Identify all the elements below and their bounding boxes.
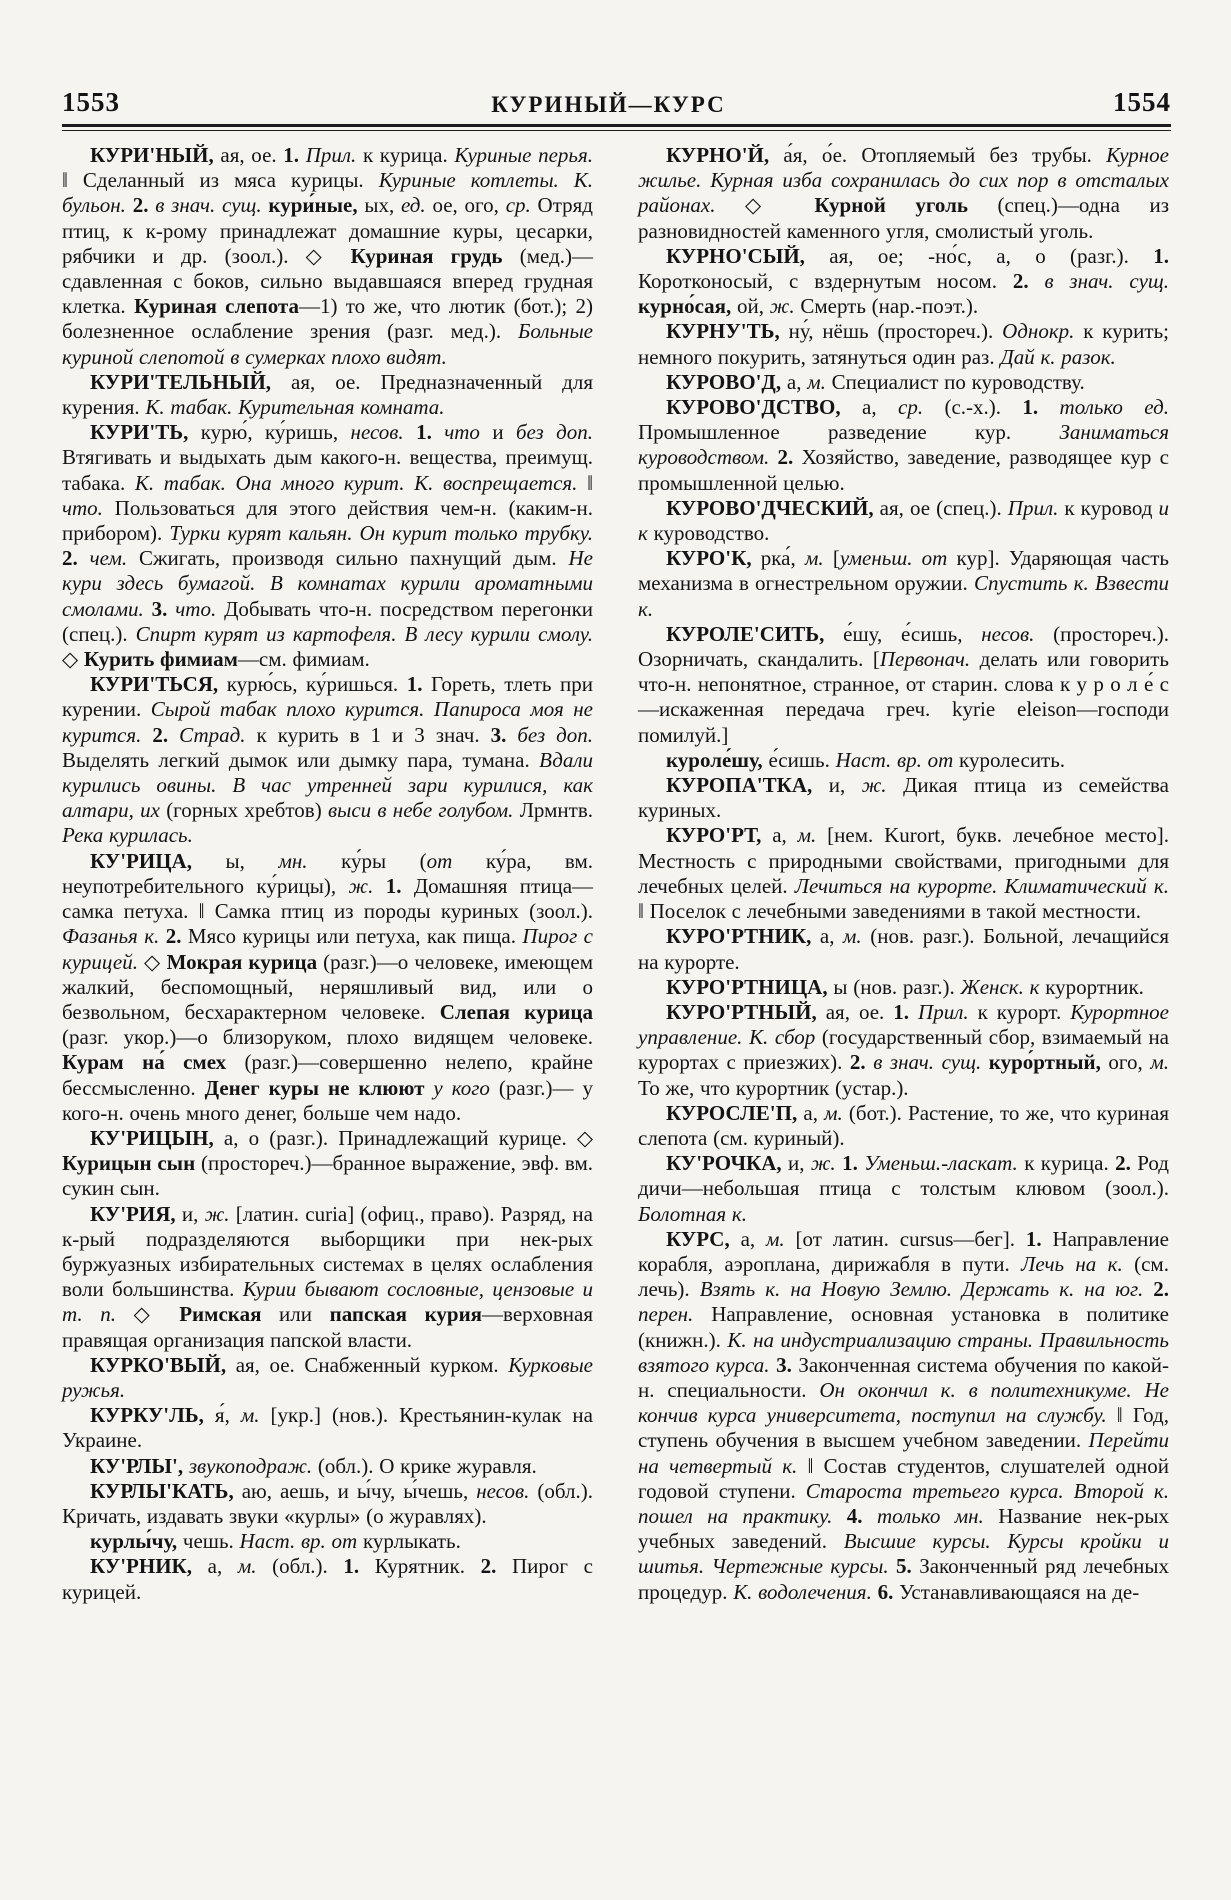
page-number-right: 1554	[1113, 87, 1171, 117]
dictionary-entry: КУРС, а, м. [от латин. cursus—бег]. 1. Направление корабля, аэроплана, дирижабля в пути. Лечь на к. (см. лечь). Взять к. на Новую Землю. Держать к. на юг. 2. перен. Направление, основная установка в политике (книжн.). К. на индустриализацию страны. Правильность взятого курса. 3. Законченная система обучения по какой-н. специальности. Он окончил к. в политехникуме. Не кончив курса университета, поступил на службу. ‖ Год, ступень обучения в высшем учебном заведении. Перейти на четвертый к. ‖ Состав студентов, слушателей одной годовой ступени. Староста третьего курса. Второй к. пошел на практику. 4. только мн. Название нек-рых учебных заведений. Высшие курсы. Курсы кройки и шитья. Чертежные курсы. 5. Законченный ряд лечебных процедур. К. водолечения. 6. Устанавливающаяся на де-	[638, 1226, 1170, 1604]
dictionary-entry: КУ'РОЧКА, и, ж. 1. Уменьш.-ласкат. к курица. 2. Род дичи—небольшая птица с толстым клювом (зоол.). Болотная к.	[638, 1151, 1169, 1226]
text-columns	[62, 143, 1171, 1605]
dictionary-entry: КУРОВО'ДЧЕСКИЙ, ая, ое (спец.). Прил. к куровод и к куроводство.	[638, 495, 1169, 546]
running-head: КУРИНЫЙ—КУРС	[491, 92, 726, 117]
dictionary-entry: КУ'РНИК, а, м. (обл.). 1. Курятник. 2. Пирог с курицей.	[62, 1554, 593, 1604]
dictionary-entry: курлы́чу, чешь. Наст. вр. от курлыкать.	[90, 1529, 461, 1554]
dictionary-entry: КУРО'РТ, а, м. [нем. Kurort, букв. лечебное место]. Местность с природными свойствами, пригодными для лечебных целей. Лечиться на курорте. Климатический к. ‖ Поселок с лечебными заведениями в такой местности.	[638, 823, 1169, 924]
dictionary-entry: КУРО'РТНИК, а, м. (нов. разг.). Больной, лечащийся на курорте.	[638, 924, 1169, 974]
dictionary-entry: КУРО'РТНИЦА, ы (нов. разг.). Женск. к курортник.	[666, 974, 1144, 999]
dictionary-entry: КУРОСЛЕ'П, а, м. (бот.). Растение, то же, что куриная слепота (см. куриный).	[638, 1100, 1169, 1150]
dictionary-entry: КУ'РИЦА, ы, мн. ку́ры (от ку́ра, вм. неупотребительного ку́рицы), ж. 1. Домашняя птица—самка петуха. ‖ Самка птиц из породы куриных (зоол.). Фазанья к. 2. Мясо курицы или петуха, как пища. Пирог с курицей. ◇ Мокрая курица (разг.)—о человеке, имеющем жалкий, беспомощный, неряшливый вид, или о безвольном, бесхарактерном человеке. Слепая курица (разг. укор.)—о близоруком, плохо видящем человеке. Курам на́ смех (разг.)—совершенно нелепо, крайне бессмысленно. Денег куры не клюют у кого (разг.)— у кого-н. очень много денег, больше чем надо.	[62, 848, 594, 1125]
dictionary-entry: КУ'РЛЫ', звукоподраж. (обл.). О крике журавля.	[90, 1453, 537, 1478]
dictionary-entry: КУРНО'СЫЙ, ая, ое; -но́с, а, о (разг.). 1. Коротконосый, с вздернутым носом. 2. в знач. сущ. курно́сая, ой, ж. Смерть (нар.-поэт.).	[638, 243, 1169, 319]
dictionary-entry: КУРОЛЕ'СИТЬ, е́шу, е́сишь, несов. (простореч.). Озорничать, скандалить. [Первонач. делать или говорить что-н. непонятное, странное, от старин. слова к у р о л е́ с—искаженная передача греч. kyrie eleison—господи помилуй.]	[638, 621, 1170, 747]
column-right	[638, 143, 1169, 1605]
dictionary-entry: куроле́шу, е́сишь. Наст. вр. от куролесить.	[666, 747, 1066, 772]
page-number-left: 1553	[62, 87, 120, 117]
dictionary-entry: КУРИ'НЫЙ, ая, ое. 1. Прил. к курица. Куриные перья. ‖ Сделанный из мяса курицы. Куриные котлеты. К. бульон. 2. в знач. сущ. кури́ные, ых, ед. ое, ого, ср. Отряд птиц, к к-рому принадлежат домашние куры, цесарки, рябчики и др. (зоол.). ◇ Куриная грудь (мед.)—сдавленная с боков, сильно выдавшаяся вперед грудная клетка. Куриная слепота—1) то же, что лютик (бот.); 2) болезненное ослабление зрения (разг. мед.). Больные куриной слепотой в сумерках плохо видят.	[62, 143, 593, 369]
dictionary-entry: КУ'РИЦЫН, а, о (разг.). Принадлежащий курице. ◇ Курицын сын (простореч.)—бранное выражение, эвф. вм. сукин сын.	[62, 1125, 593, 1201]
column-left	[62, 143, 593, 1605]
dictionary-entry: КУРОВО'Д, а, м. Специалист по куроводству.	[666, 369, 1085, 394]
dictionary-entry: КУРЛЫ'КАТЬ, аю, аешь, и ы́чу, ы́чешь, несов. (обл.). Кричать, издавать звуки «курлы» (о журавлях).	[62, 1478, 593, 1528]
dictionary-entry: КУРИ'ТЬСЯ, курю́сь, ку́ришься. 1. Гореть, тлеть при курении. Сырой табак плохо курится. Папироса моя не курится. 2. Страд. к курить в 1 и 3 знач. 3. без доп. Выделять легкий дымок или дымку пара, тумана. Вдали курились овины. В час утренней зари курилися, как алтари, их (горных хребтов) выси в небе голубом. Лрмнтв. Река курилась.	[62, 672, 594, 848]
dictionary-entry: КУРОВО'ДСТВО, а, ср. (с.-х.). 1. только ед. Промышленное разведение кур. Заниматься куроводством. 2. Хозяйство, заведение, разводящее кур с промышленной целью.	[638, 395, 1169, 495]
dictionary-entry: КУРОПА'ТКА, и, ж. Дикая птица из семейства куриных.	[638, 773, 1169, 823]
header-double-rule	[62, 124, 1171, 131]
dictionary-entry: КУРИ'ТЬ, курю́, ку́ришь, несов. 1. что и без доп. Втягивать и выдыхать дым какого-н. вещества, преимущ. табака. К. табак. Она много курит. К. воспрещается. ‖ что. Пользоваться для этого действия чем-н. (каким-н. прибором). Турки курят кальян. Он курит только трубку. 2. чем. Сжигать, производя сильно пахнущий дым. Не кури здесь бумагой. В комнатах курили ароматными смолами. 3. что. Добывать что-н. посредством перегонки (спец.). Спирт курят из картофеля. В лесу курили смолу. ◇ Курить фимиам—см. фимиам.	[62, 420, 594, 672]
dictionary-entry: КУРКУ'ЛЬ, я́, м. [укр.] (нов.). Крестьянин-кулак на Украине.	[62, 1403, 593, 1453]
dictionary-entry: КУРО'К, рка́, м. [уменьш. от кур]. Ударяющая часть механизма в огнестрельном оружии. Спустить к. Взвести к.	[638, 546, 1169, 621]
dictionary-entry: КУРНО'Й, а́я, о́е. Отопляемый без трубы. Курное жилье. Курная изба сохранилась до сих пор в отсталых районах. ◇ Курной уголь (спец.)—одна из разновидностей каменного угля, смолистый уголь.	[638, 143, 1169, 243]
dictionary-entry: КУРКО'ВЫЙ, ая, ое. Снабженный курком. Курковые ружья.	[62, 1352, 593, 1402]
dictionary-entry: КУ'РИЯ, и, ж. [латин. curia] (офиц., право). Разряд, на к-рый подразделяются выборщики при нек-рых буржуазных избирательных системах в целях ослабления воли большинства. Курии бывают сословные, цензовые и т. п. ◇ Римская или папская курия—верховная правящая организация папской власти.	[62, 1201, 593, 1352]
dictionary-entry: КУРИ'ТЕЛЬНЫЙ, ая, ое. Предназначенный для курения. К. табак. Курительная комната.	[62, 369, 593, 420]
dictionary-entry: КУРНУ'ТЬ, ну́, нёшь (простореч.). Однокр. к курить; немного покурить, затянуться один раз. Дай к. разок.	[638, 319, 1169, 369]
dictionary-entry: КУРО'РТНЫЙ, ая, ое. 1. Прил. к курорт. Курортное управление. К. сбор (государственный сбор, взимаемый на курортах с приезжих). 2. в знач. сущ. куро́ртный, ого, м. То же, что курортник (устар.).	[638, 999, 1169, 1100]
page-header	[62, 70, 1171, 118]
